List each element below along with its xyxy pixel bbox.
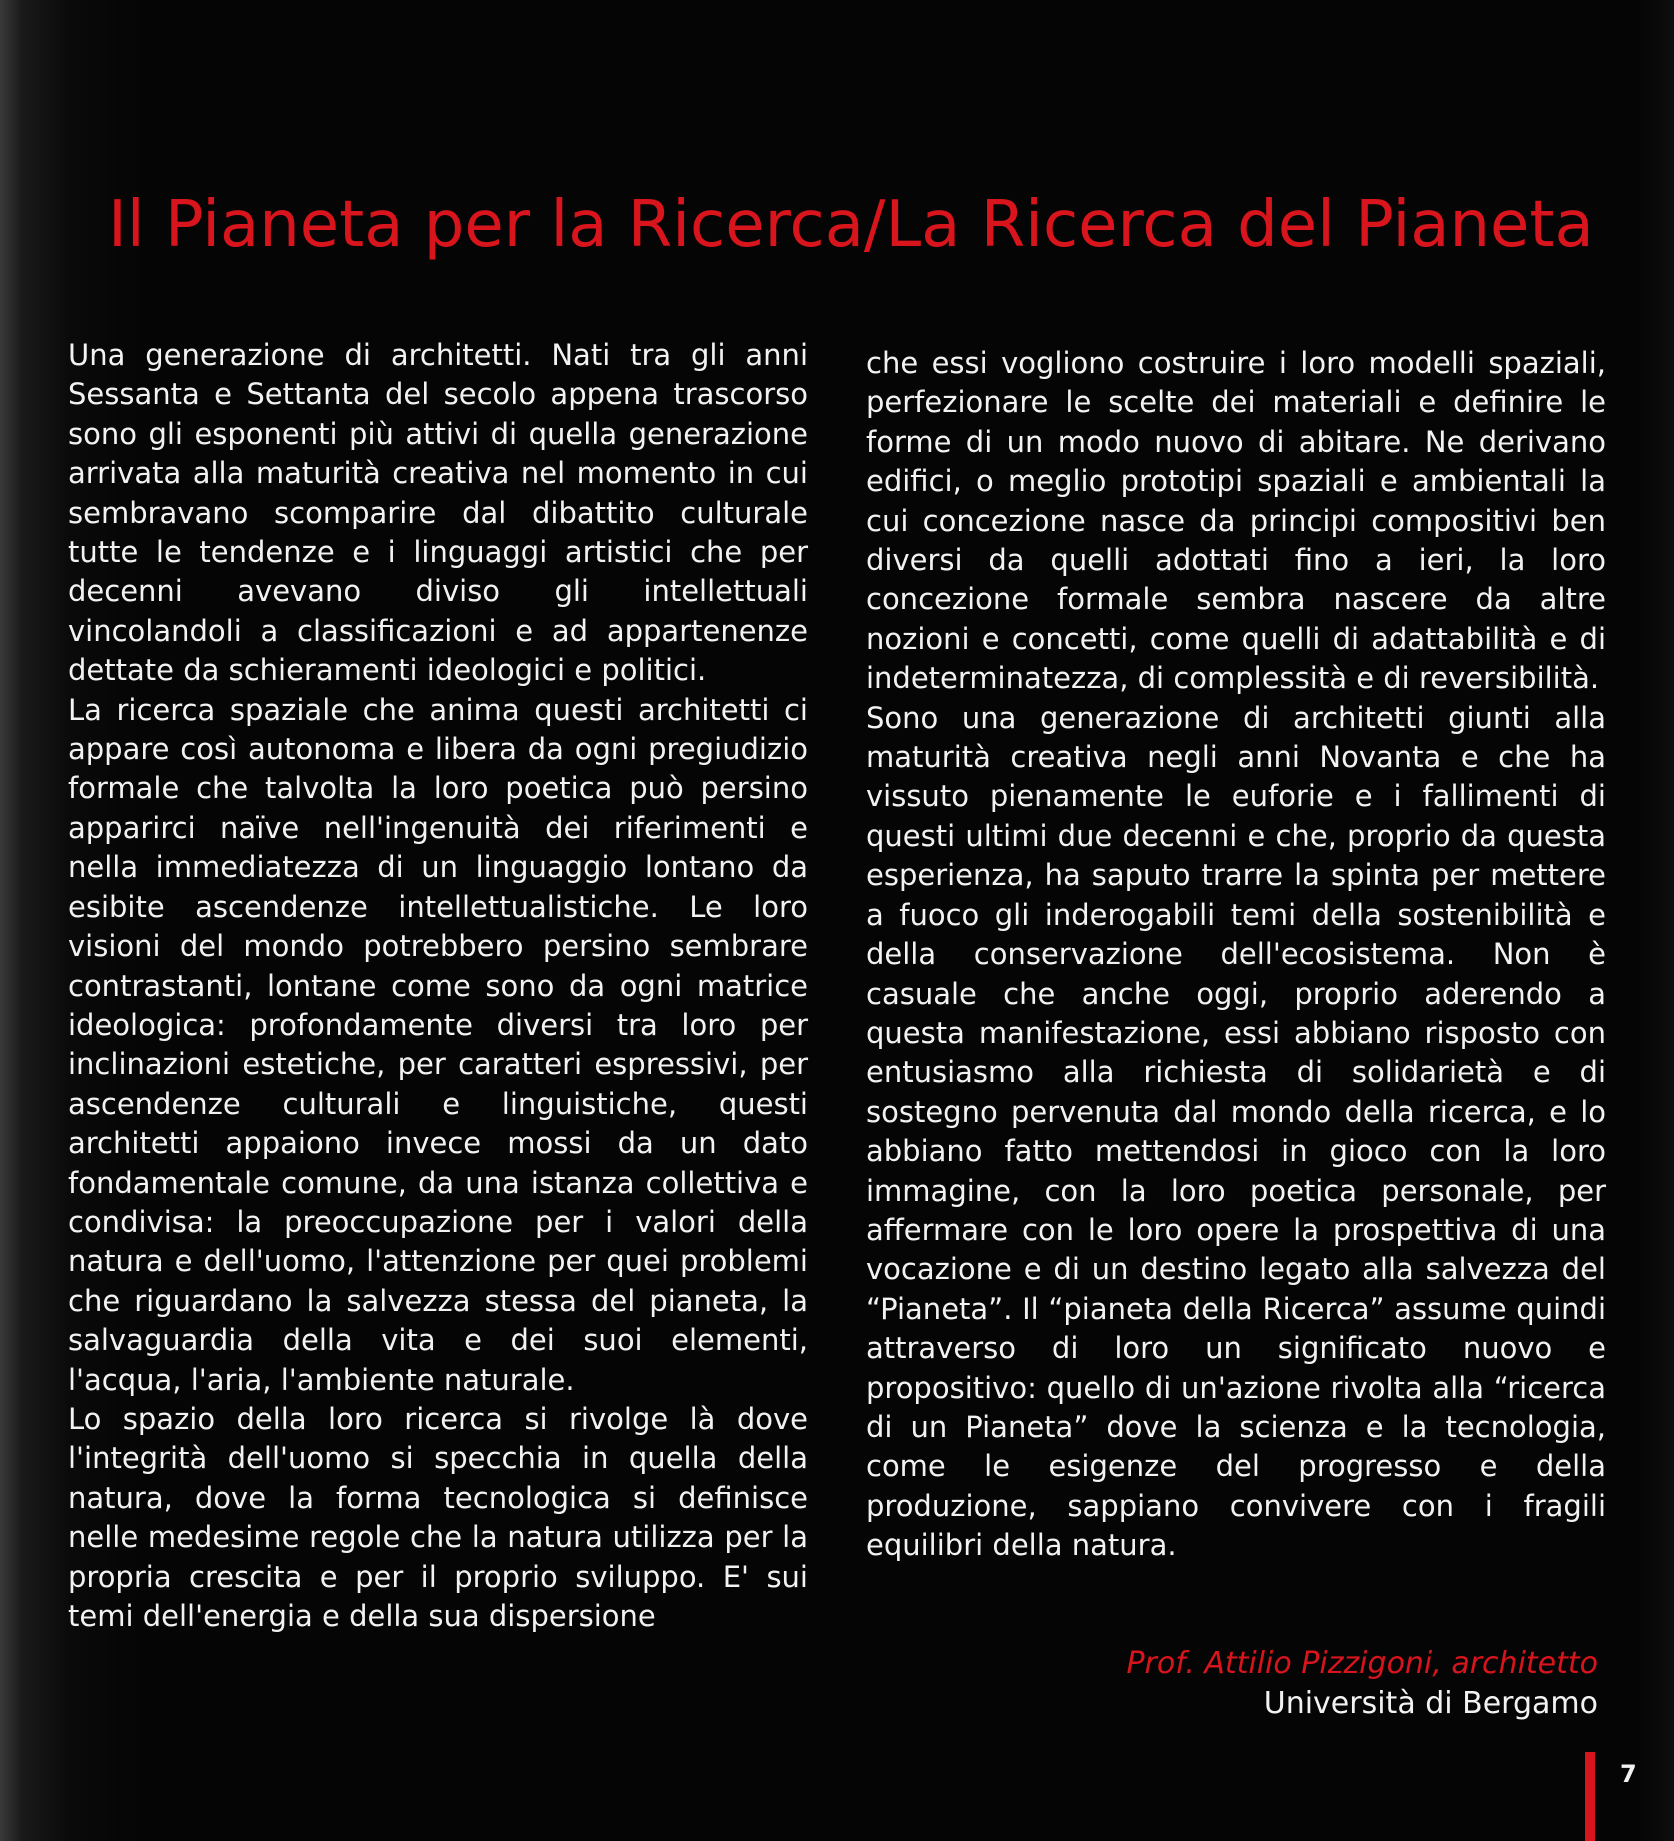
left-paragraph-3: Lo spazio della loro ricerca si rivolge là dove l'integrità dell'uomo si specchia in quella della natura, dove la forma tecnologica si definisce nelle medesime regole che la natura utilizza per la propria crescita e per il proprio sviluppo. E' sui temi dell'energia e della sua dispersione	[68, 1401, 808, 1633]
signature	[1126, 1644, 1598, 1724]
left-column	[68, 336, 808, 1636]
page-number: 7	[1620, 1760, 1637, 1788]
left-paragraph-2: La ricerca spaziale che anima questi architetti ci appare così autonoma e libera da ogni pregiudizio formale che talvolta la loro poetica può persino apparirci naïve nell'ingenuità dei riferimenti e nella immediatezza di un linguaggio lontano da esibite ascendenze intellettualistiche. Le loro visioni del mondo potrebbero persino sembrare contrastanti, lontane come sono da ogni matrice ideologica: profondamente diversi tra loro per inclinazioni estetiche, per caratteri espressivi, per ascendenze culturali e linguistiche, questi architetti appaiono invece mossi da un dato fondamentale comune, da una istanza collettiva e condivisa: la preoccupazione per i valori della natura e dell'uomo, l'attenzione per quei problemi che riguardano la salvezza stessa del pianeta, la salvaguardia della vita e dei suoi elementi, l'acqua, l'aria, l'ambiente naturale.	[68, 692, 808, 1397]
left-paragraph-1: Una generazione di architetti. Nati tra gli anni Sessanta e Settanta del secolo appena trascorso sono gli esponenti più attivi di quella generazione arrivata alla maturità creativa nel momento in cui sembravano scomparire dal dibattito culturale tutte le tendenze e i linguaggi artistici che per decenni avevano diviso gli intellettuali vincolandoli a classificazioni e ad appartenenze dettate da schieramenti ideologici e politici.	[68, 338, 808, 688]
author-affiliation: Università di Bergamo	[1263, 1686, 1598, 1721]
right-column	[866, 344, 1606, 1566]
author-name: Prof. Attilio Pizzigoni, architetto	[1126, 1646, 1598, 1681]
right-paragraph-1: che essi vogliono costruire i loro modelli spaziali, perfezionare le scelte dei materiali e definire le forme di un modo nuovo di abitare. Ne derivano edifici, o meglio prototipi spaziali e ambientali la cui concezione nasce da principi compositivi ben diversi da quelli adottati fino a ieri, la loro concezione formale sembra nascere da altre nozioni e concetti, come quelli di adattabilità e di indeterminatezza, di complessità e di reversibilità.	[866, 346, 1606, 696]
page-marker-bar	[1585, 1752, 1595, 1841]
page-title: Il Pianeta per la Ricerca/La Ricerca del Pianeta	[108, 188, 1594, 262]
right-paragraph-2: Sono una generazione di architetti giunti alla maturità creativa negli anni Novanta e che ha vissuto pienamente le euforie e i fallimenti di questi ultimi due decenni e che, proprio da questa esperienza, ha saputo trarre la spinta per mettere a fuoco gli inderogabili temi della sostenibilità e della conservazione dell'ecosistema. Non è casuale che anche oggi, proprio aderendo a questa manifestazione, essi abbiano risposto con entusiasmo alla richiesta di solidarietà e di sostegno pervenuta dal mondo della ricerca, e lo abbiano fatto mettendosi in gioco con la loro immagine, con la loro poetica personale, per affermare con le loro opere la prospettiva di una vocazione e di un destino legato alla salvezza del “Pianeta”. Il “pianeta della Ricerca” assume quindi attraverso di loro un significato nuovo e propositivo: quello di un'azione rivolta alla “ricerca di un Pianeta” dove la scienza e la tecnologia, come le esigenze del progresso e della produzione, sappiano convivere con i fragili equilibri della natura.	[866, 700, 1606, 1563]
